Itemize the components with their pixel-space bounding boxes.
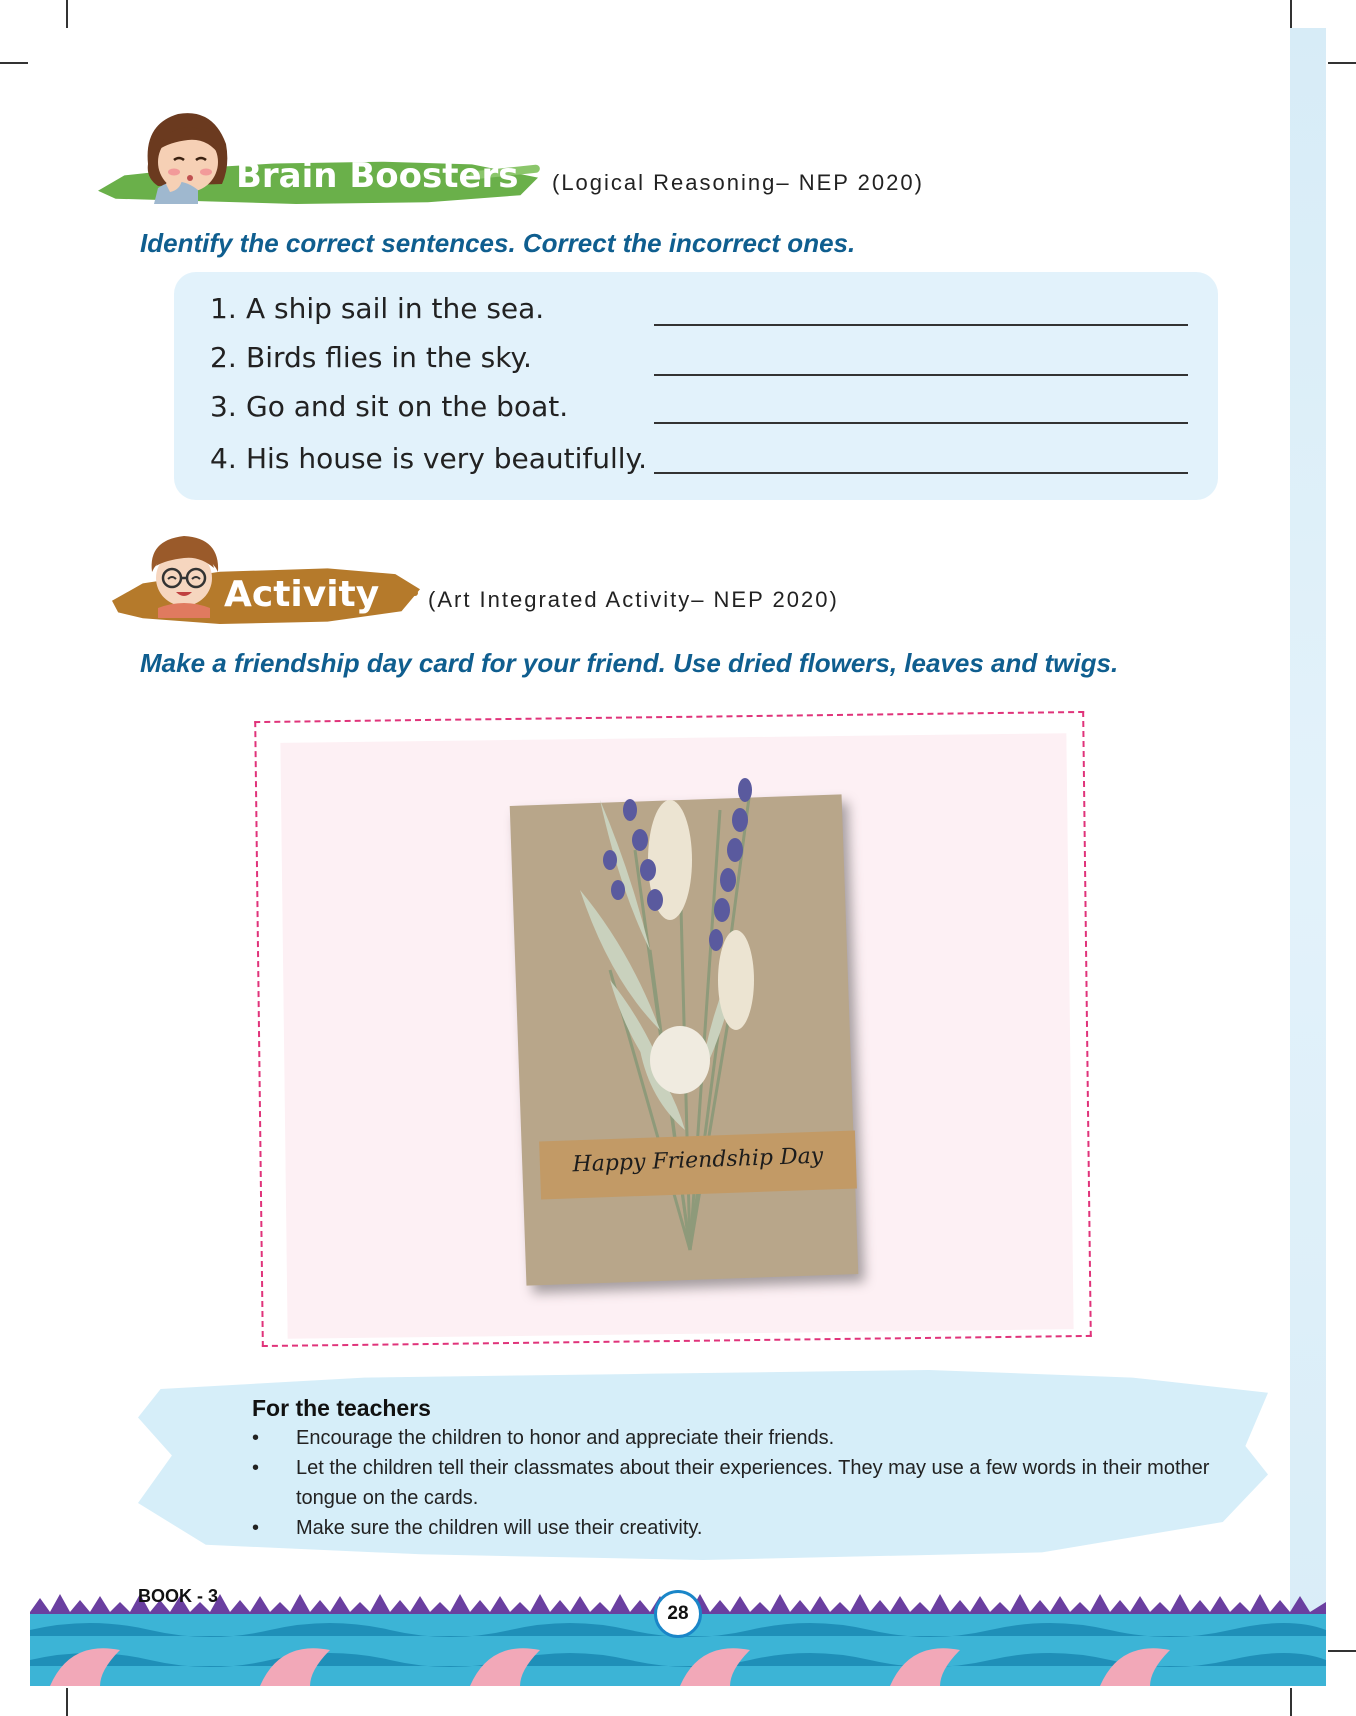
crop-mark	[1290, 0, 1292, 28]
crop-mark	[66, 1688, 68, 1716]
banner-streak	[390, 590, 418, 596]
sentence-number: 1.	[210, 292, 237, 325]
sentence-item	[210, 390, 568, 423]
crop-mark	[1290, 1688, 1292, 1716]
activity-instruction: Make a friendship day card for your friend. Use dried flowers, leaves and twigs.	[140, 648, 1119, 678]
teacher-note-item	[252, 1513, 1242, 1543]
sentence-number: 4.	[210, 442, 237, 475]
card-greeting-band	[539, 1131, 857, 1200]
sentence-item	[210, 341, 532, 374]
teacher-note-item	[252, 1423, 1242, 1453]
sentence-item	[210, 442, 647, 475]
teacher-note-text: Make sure the children will use their creativity.	[296, 1517, 703, 1539]
bullet: •	[252, 1517, 260, 1539]
card-greeting-text: Happy Friendship Day	[572, 1143, 824, 1178]
sentence-item	[210, 292, 544, 325]
teacher-note-text: Encourage the children to honor and appreciate their friends.	[296, 1427, 835, 1449]
brain-boosters-subtitle: (Logical Reasoning– NEP 2020)	[552, 170, 924, 195]
sentence-text: Go and sit on the boat.	[246, 390, 569, 423]
smiling-boy-icon	[144, 532, 224, 618]
teacher-note-item	[252, 1453, 1242, 1513]
sentence-text: His house is very beautifully.	[246, 442, 648, 475]
brain-boosters-title: Brain Boosters	[236, 156, 519, 196]
thinking-girl-icon	[138, 104, 238, 204]
sentence-number: 3.	[210, 390, 237, 423]
bullet: •	[252, 1427, 260, 1449]
teacher-note-text: Let the children tell their classmates about their experiences. They may use a few words in their mother tongue on the cards.	[296, 1457, 1210, 1509]
answer-line[interactable]	[654, 374, 1188, 376]
bullet: •	[252, 1457, 260, 1479]
answer-line[interactable]	[654, 324, 1188, 326]
crop-mark	[1328, 62, 1356, 64]
brain-boosters-instruction: Identify the correct sentences. Correct the incorrect ones.	[140, 228, 856, 258]
sentence-number: 2.	[210, 341, 237, 374]
book-label: BOOK - 3	[138, 1586, 219, 1606]
activity-title: Activity	[224, 574, 380, 615]
right-decorative-strip	[1290, 28, 1326, 1628]
crop-mark	[0, 62, 28, 64]
teachers-heading: For the teachers	[252, 1395, 431, 1421]
answer-line[interactable]	[654, 422, 1188, 424]
sentence-text: Birds flies in the sky.	[246, 341, 532, 374]
sentence-text: A ship sail in the sea.	[246, 292, 545, 325]
activity-subtitle: (Art Integrated Activity– NEP 2020)	[428, 587, 839, 612]
page-number: 28	[654, 1590, 702, 1638]
crop-mark	[1328, 1650, 1356, 1652]
answer-line[interactable]	[654, 472, 1188, 474]
crop-mark	[66, 0, 68, 28]
